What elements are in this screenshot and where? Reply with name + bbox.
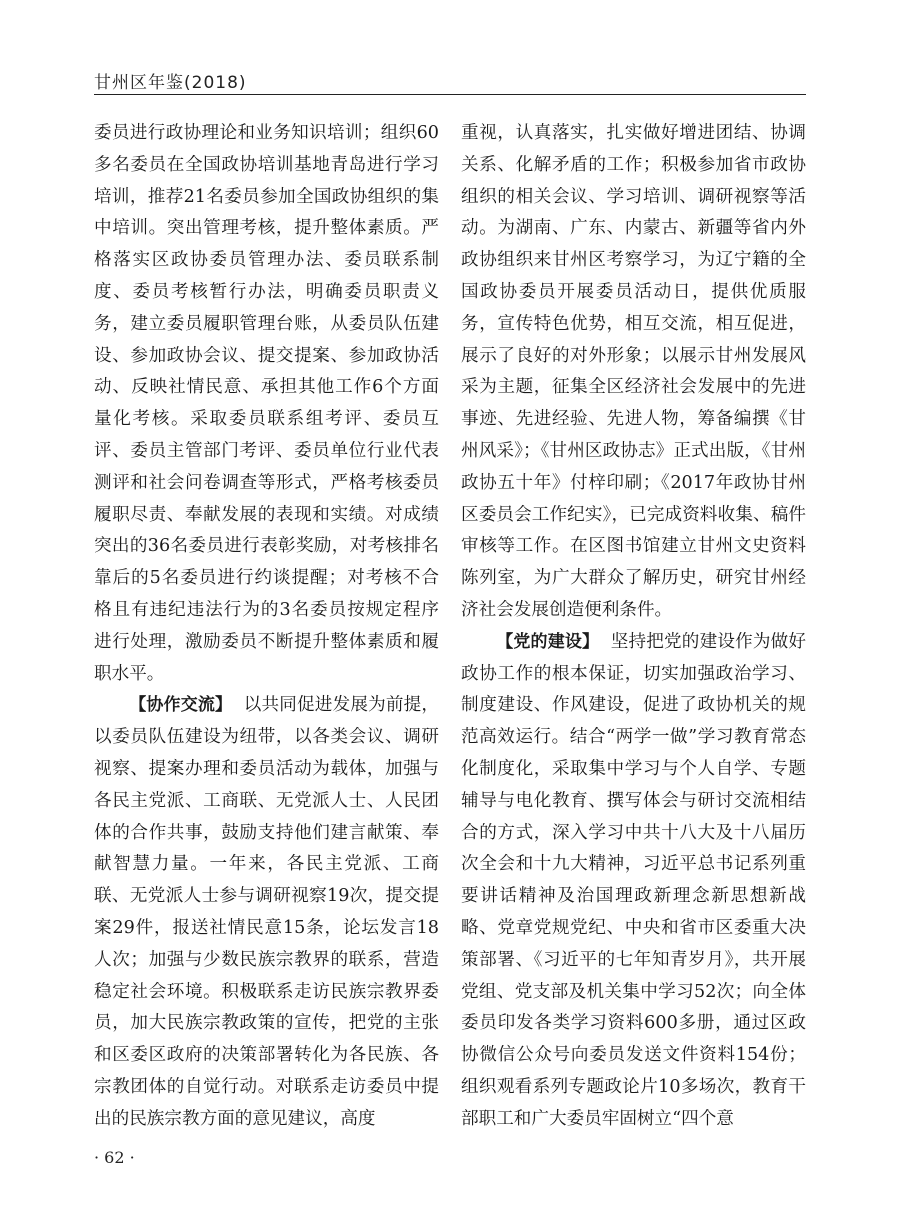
left-column	[94, 118, 439, 1136]
right-column	[461, 118, 806, 1136]
section-label-cooperation: 【协作交流】	[129, 695, 233, 716]
section-body-party-building: 坚持把党的建设作为做好政协工作的根本保证，切实加强政治学习、制度建设、作风建设，促进了政协机关的规范高效运行。结合“两学一做”学习教育常态化制度化，采取集中学习与个人自学、专题辅导与电化教育、撰写体会与研讨交流相结合的方式，深入学习中共十八大及十八届历次全会和十九大精神，习近平总书记系列重要讲话精神及治国理政新理念新思想新战略、党章党规党纪、中央和省市区委重大决策部署、《习近平的七年知青岁月》，共开展党组、党支部及机关集中学习52次；向全体委员印发各类学习资料600多册，通过区政协微信公众号向委员发送文件资料154份；组织观看系列专题政论片10多场次，教育干部职工和广大委员牢固树立“四个意	[461, 631, 806, 1129]
section-label-party-building: 【党的建设】	[496, 631, 600, 652]
right-paragraph-1: 重视，认真落实，扎实做好增进团结、协调关系、化解矛盾的工作；积极参加省市政协组织的相关会议、学习培训、调研视察等活动。为湖南、广东、内蒙古、新疆等省内外政协组织来甘州区考察学习，为辽宁籍的全国政协委员开展委员活动日，提供优质服务，宣传特色优势，相互交流，相互促进，展示了良好的对外形象；以展示甘州发展风采为主题，征集全区经济社会发展中的先进事迹、先进经验、先进人物，筹备编撰《甘州风采》；《甘州区政协志》正式出版，《甘州政协五十年》付梓印刷；《2017年政协甘州区委员会工作纪实》，已完成资料收集、稿件审核等工作。在区图书馆建立甘州文史资料陈列室，为广大群众了解历史，研究甘州经济社会发展创造便利条件。	[461, 123, 806, 620]
left-paragraph-2	[94, 690, 439, 1135]
yearbook-title: 甘州区年鉴(2018)	[94, 73, 247, 93]
right-paragraph-2	[461, 627, 806, 1136]
left-paragraph-1: 委员进行政协理论和业务知识培训；组织60多名委员在全国政协培训基地青岛进行学习培训，推荐21名委员参加全国政协组织的集中培训。突出管理考核，提升整体素质。严格落实区政协委员管理办法、委员联系制度、委员考核暂行办法，明确委员职责义务，建立委员履职管理台账，从委员队伍建设、参加政协会议、提交提案、参加政协活动、反映社情民意、承担其他工作6个方面量化考核。采取委员联系组考评、委员互评、委员主管部门考评、委员单位行业代表测评和社会问卷调查等形式，严格考核委员履职尽责、奉献发展的表现和实绩。对成绩突出的36名委员进行表彰奖励，对考核排名靠后的5名委员进行约谈提醒；对考核不合格且有违纪违法行为的3名委员按规定程序进行处理，激励委员不断提升整体素质和履职水平。	[94, 123, 439, 684]
page-number: · 62 ·	[94, 1148, 135, 1167]
section-body-cooperation: 以共同促进发展为前提，以委员队伍建设为纽带，以各类会议、调研视察、提案办理和委员活动为载体，加强与各民主党派、工商联、无党派人士、人民团体的合作共事，鼓励支持他们建言献策、奉献智慧力量。一年来，各民主党派、工商联、无党派人士参与调研视察19次，提交提案29件，报送社情民意15条，论坛发言18人次；加强与少数民族宗教界的联系，营造稳定社会环境。积极联系走访民族宗教界委员，加大民族宗教政策的宣传，把党的主张和区委区政府的决策部署转化为各民族、各宗教团体的自觉行动。对联系走访委员中提出的民族宗教方面的意见建议，高度	[94, 695, 439, 1129]
running-header	[94, 68, 806, 95]
